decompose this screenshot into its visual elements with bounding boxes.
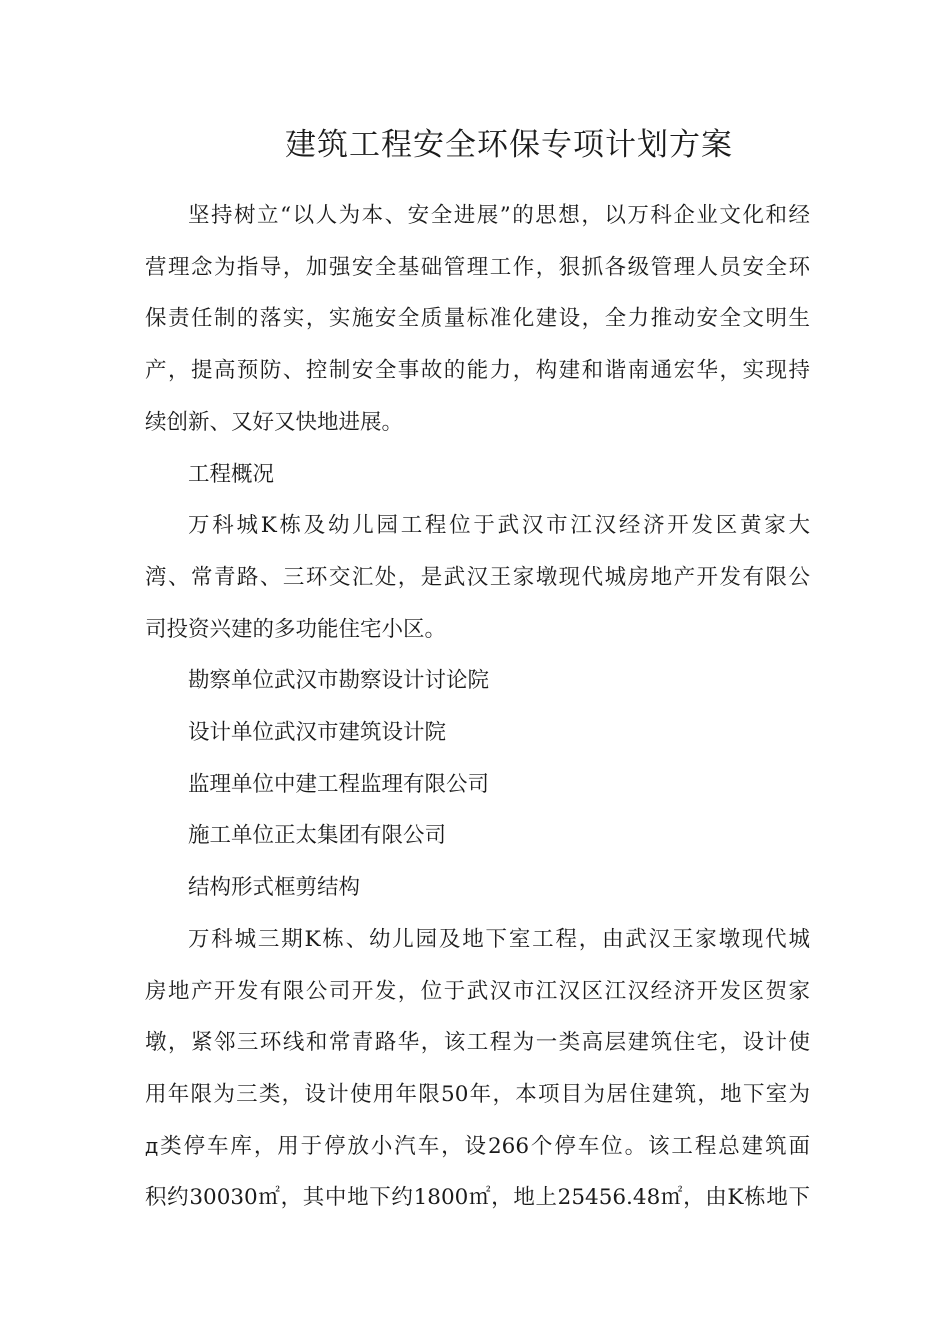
paragraph bbox=[145, 500, 810, 655]
paragraph-line: 设计单位武汉市建筑设计院 bbox=[188, 720, 447, 746]
paragraph bbox=[145, 655, 810, 707]
paragraph-list bbox=[145, 190, 810, 1224]
paragraph bbox=[145, 449, 810, 501]
document-body bbox=[145, 190, 810, 1224]
paragraph-line: 墩，紧邻三环线和常青路华，该工程为一类高层建筑住宅，设计使 bbox=[145, 1030, 810, 1056]
paragraph-line: 保责任制的落实，实施安全质量标准化建设，全力推动安全文明生 bbox=[145, 306, 810, 332]
paragraph-line: 用年限为三类，设计使用年限50年，本项目为居住建筑，地下室为 bbox=[145, 1081, 810, 1107]
paragraph bbox=[145, 810, 810, 862]
paragraph-line: 营理念为指导，加强安全基础管理工作，狠抓各级管理人员安全环 bbox=[145, 254, 810, 280]
paragraph-line: 产，提高预防、控制安全事故的能力，构建和谐南通宏华，实现持 bbox=[145, 358, 810, 384]
paragraph bbox=[145, 707, 810, 759]
paragraph-line: д类停车库，用于停放小汽车，设266个停车位。该工程总建筑面 bbox=[145, 1133, 810, 1159]
paragraph-line: 湾、常青路、三环交汇处，是武汉王家墩现代城房地产开发有限公 bbox=[145, 564, 810, 590]
paragraph-line: 司投资兴建的多功能住宅小区。 bbox=[145, 616, 447, 642]
paragraph bbox=[145, 914, 810, 1224]
document-title: 建筑工程安全环保专项计划方案 bbox=[285, 127, 733, 163]
paragraph-line: 勘察单位武汉市勘察设计讨论院 bbox=[188, 668, 490, 694]
paragraph-line: 施工单位正太集团有限公司 bbox=[188, 823, 447, 849]
paragraph-line: 积约30030㎡，其中地下约1800㎡，地上25456.48㎡，由K栋地下 bbox=[145, 1185, 810, 1211]
paragraph bbox=[145, 759, 810, 811]
paragraph bbox=[145, 862, 810, 914]
paragraph-line: 房地产开发有限公司开发，位于武汉市江汉区江汉经济开发区贺家 bbox=[145, 978, 810, 1004]
paragraph-line: 万科城K栋及幼儿园工程位于武汉市江汉经济开发区黄家大 bbox=[188, 513, 810, 539]
paragraph-line: 工程概况 bbox=[188, 461, 275, 487]
paragraph-line: 坚持树立“以人为本、安全进展”的思想，以万科企业文化和经 bbox=[188, 203, 810, 228]
paragraph-line: 结构形式框剪结构 bbox=[188, 875, 361, 901]
paragraph-line: 续创新、又好又快地进展。 bbox=[145, 409, 404, 435]
paragraph-line: 监理单位中建工程监理有限公司 bbox=[188, 771, 490, 797]
paragraph-line: 万科城三期K栋、幼儿园及地下室工程，由武汉王家墩现代城 bbox=[188, 926, 810, 952]
paragraph bbox=[145, 190, 810, 449]
